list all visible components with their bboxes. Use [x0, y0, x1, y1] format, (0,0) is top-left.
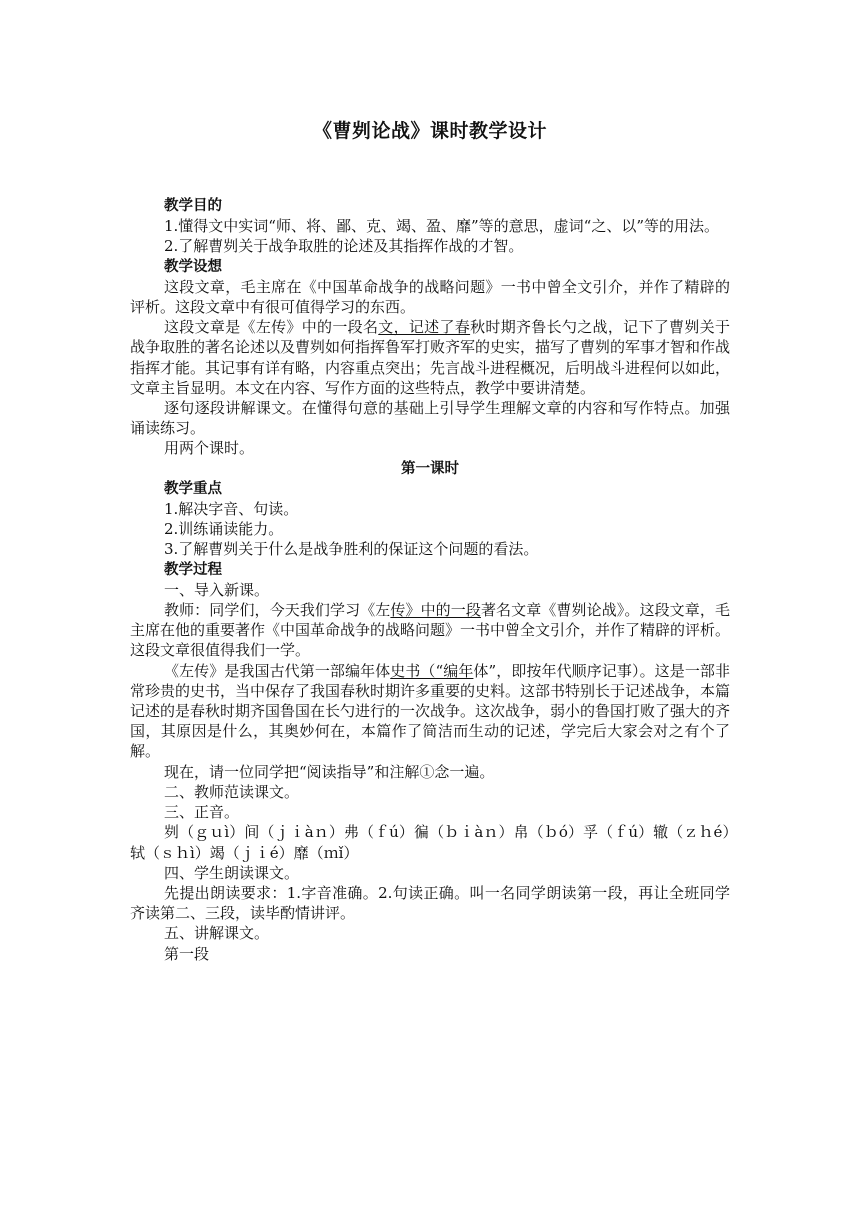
paragraph: 二、教师范读课文。 [164, 782, 300, 801]
heading-process: 教学过程 [164, 561, 222, 578]
paragraph: 这段文章，毛主席在《中国革命战争的战略问题》一书中曾全文引介，并作了精辟的评析。这段文章中有很可值得学习的东西。 [130, 277, 730, 317]
underlined-text: 传》中的一段 [390, 601, 481, 620]
paragraph: 第一段 [164, 944, 210, 963]
heading-teaching-idea: 教学设想 [164, 258, 222, 275]
paragraph [130, 600, 730, 661]
paragraph: 一、导入新课。 [164, 580, 270, 599]
paragraph: 逐句逐段讲解课文。在懂得句意的基础上引导学生理解文章的内容和写作特点。加强诵读练习。 [130, 399, 730, 438]
paragraph: 3.了解曹刿关于什么是战争胜利的保证这个问题的看法。 [164, 540, 539, 559]
document-body [130, 196, 730, 964]
paragraph: 用两个课时。 [164, 439, 255, 458]
underlined-text: 文，记述了春 [378, 318, 471, 337]
paragraph: 五、讲解课文。 [164, 924, 270, 943]
paragraph: 四、学生朗读课文。 [164, 863, 300, 882]
paragraph [130, 661, 730, 762]
paragraph: 先提出朗读要求：1.字音准确。2.句读正确。叫一名同学朗读第一段，再让全班同学齐读第二、三段，读毕酌情讲评。 [130, 883, 730, 923]
heading-key-points: 教学重点 [164, 480, 222, 497]
document-title: 《曹刿论战》课时教学设计 [312, 120, 547, 142]
paragraph: 2.了解曹刿关于战争取胜的论述及其指挥作战的才智。 [164, 237, 524, 256]
paragraph [130, 317, 730, 398]
paragraph: 刿（ｇｕì）间（ｊｉàｎ）弗（ｆú）徧（ｂｉàｎ）帛（ｂó）孚（ｆú）辙（ｚｈé）轼（ｓｈì）竭（ｊｉé）靡（ｍǐ） [130, 823, 730, 862]
paragraph: 1.解决字音、句读。 [164, 500, 299, 519]
heading-teaching-goal: 教学目的 [164, 198, 222, 214]
text-run: 《左传》是我国古代第一部编年体 [164, 661, 391, 680]
text-run: 教师：同学们，今天我们学习《左 [164, 601, 391, 620]
paragraph: 2.训练诵读能力。 [164, 520, 284, 539]
paragraph: 现在，请一位同学把“阅读指导”和注解①念一遍。 [164, 762, 495, 781]
underlined-text: 史书（“编年 [390, 661, 474, 680]
text-run: 著名文章《曹刿论战》。这段文章，毛主席在他的重要著作《中国革命战争的战略问题》一书中曾全文引介，并作了精辟的评析。这段文章很值得我们一学。 [130, 601, 731, 660]
text-run: 这段文章是《左传》中的一段名 [164, 318, 379, 337]
text-run: 秋时期齐鲁长勺之战，记下了曹刿关于战争取胜的著名论述以及曹刿如何指挥鲁军打败齐军的史实，描写了曹刿的军事才智和作战指挥才能。其记事有详有略，内容重点突出；先言战斗进程概况，后明战斗进程何以如此，文章主旨显明。本文在内容、写作方面的这些特点，教学中要讲清楚。 [130, 318, 731, 397]
lesson-heading: 第一课时 [401, 460, 459, 477]
paragraph: 1.懂得文中实词“师、将、鄙、克、竭、盈、靡”等的意思，虚词“之、以”等的用法。 [164, 217, 719, 236]
paragraph: 三、正音。 [164, 803, 240, 822]
text-run: 体”，即按年代顺序记事）。这是一部非常珍贵的史书，当中保存了我国春秋时期许多重要的史料。这部书特别长于记述战争，本篇记述的是春秋时期齐国鲁国在长勺进行的一次战争。这次战争，弱小的鲁国打败了强大的齐国，其原因是什么，其奥妙何在，本篇作了简洁而生动的记述，学完后大家会对之有个了解。 [130, 661, 731, 761]
